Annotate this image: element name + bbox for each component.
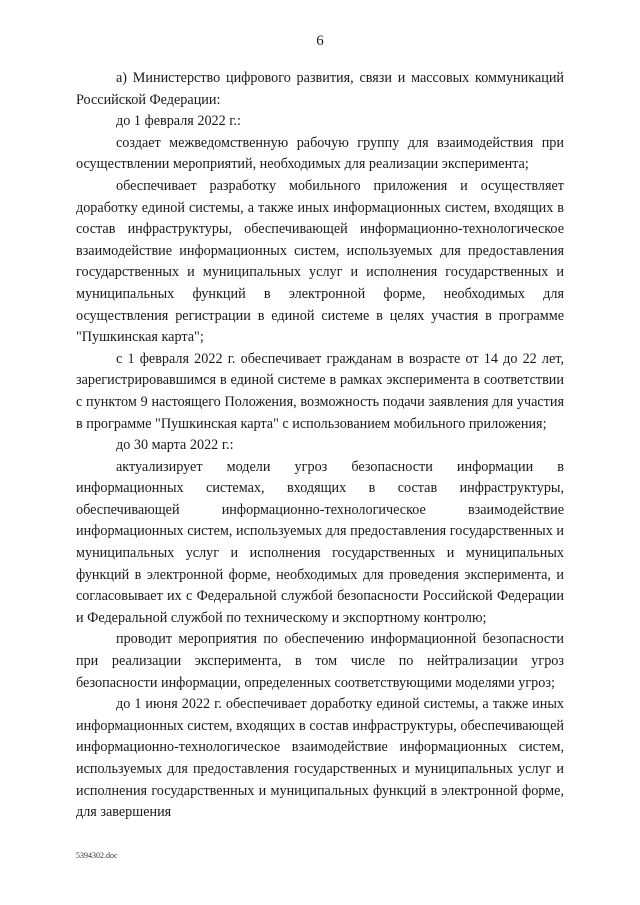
paragraph-security-measures: проводит мероприятия по обеспечению информационной безопасности при реализации эксперимента, в том числе по нейтрализации угроз безопасности информации, определенных соответствующими моделями угроз; [76,631,564,691]
document-file-code: 5394302.doc [76,851,118,860]
paragraph-deadline-feb-1: до 1 февраля 2022 г.: [116,113,241,130]
paragraph-threat-models: актуализирует модели угроз безопасности информации в информационных системах, входящих в состав инфраструктуры, обеспечивающей информационно-технологическое взаимодействие информационных систем, используемых для предоставления государственных и муниципальных услуг и исполнения государственных и муниципальных функций в электронной форме, необходимых для проведения эксперимента, и согласовывает их с Федеральной службой безопасности Российской Федерации и Федеральной службой по техническому и экспортному контролю; [76,458,564,626]
page-number: 6 [316,33,324,49]
paragraph-mobile-app-development: обеспечивает разработку мобильного приложения и осуществляет доработку единой системы, а также иных информационных систем, входящих в состав инфраструктуры, обеспечивающей информационно-технологическое взаимодействие информационных систем, используемых для предоставления государственных и муниципальных услуг и исполнения государственных и муниципальных функций в электронной форме, необходимых для осуществления регистрации в единой системе в целях участия в программе "Пушкинская карта"; [76,177,564,346]
paragraph-application-submission: с 1 февраля 2022 г. обеспечивает гражданам в возрасте от 14 до 22 лет, зарегистрировавшимся в единой системе в рамках эксперимента в соответствии с пунктом 9 настоящего Положения, возможность подачи заявления для участия в программе "Пушкинская карта" с использованием мобильного приложения; [76,350,564,432]
paragraph-deadline-jun-1: до 1 июня 2022 г. обеспечивает доработку единой системы, а также иных информационных систем, входящих в состав инфраструктуры, обеспечивающей информационно-технологическое взаимодействие информационных систем, используемых для предоставления государственных и муниципальных услуг и исполнения государственных и муниципальных функций в электронной форме, для завершения [76,696,564,821]
document-body [76,68,564,824]
paragraph-deadline-mar-30: до 30 марта 2022 г.: [116,437,234,454]
paragraph-ministry-heading: а) Министерство цифрового развития, связи и массовых коммуникаций Российской Федерации: [76,70,564,108]
paragraph-working-group: создает межведомственную рабочую группу для взаимодействия при осуществлении мероприятий, необходимых для реализации эксперимента; [76,134,564,173]
